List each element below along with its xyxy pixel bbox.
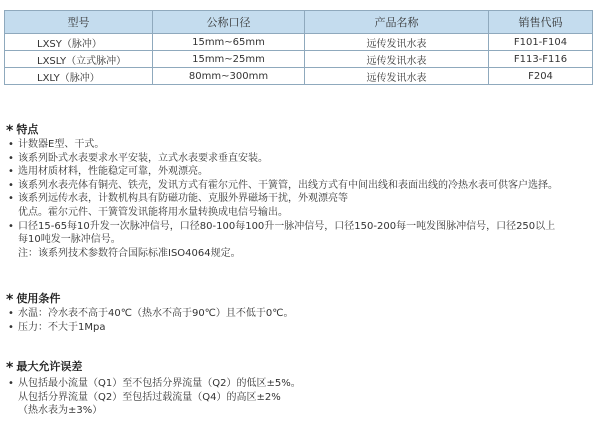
cell-model: LXLY（脉冲） xyxy=(5,68,153,85)
error-heading xyxy=(6,358,82,376)
table-row xyxy=(5,34,593,51)
list-item: • 该系列远传水表，计数机构具有防磁功能、克服外界磁场干扰，外观漂亮等 xyxy=(8,193,348,205)
bullet-icon: • xyxy=(8,308,14,319)
list-item: • 该系列卧式水表要求水平安装，立式水表要求垂直安装。 xyxy=(8,152,268,164)
bullet-icon: • xyxy=(8,321,14,333)
list-item: • 水温：冷水表不高于40℃（热水不高于90℃）且不低于0℃。 xyxy=(8,308,294,319)
bullet-icon: • xyxy=(8,139,14,150)
cell-model: LXSY（脉冲） xyxy=(5,34,153,51)
col-header-sales-code: 销售代码 xyxy=(489,11,593,34)
conditions-title: 使用条件 xyxy=(16,292,61,305)
error-title: 最大允许误差 xyxy=(16,360,83,373)
asterisk-icon: * xyxy=(6,360,14,376)
error-list xyxy=(8,377,598,418)
cell-model: LXSLY（立式脉冲） xyxy=(5,51,153,68)
cell-product-name: 远传发讯水表 xyxy=(305,68,489,85)
features-heading xyxy=(6,121,38,139)
col-header-model: 型号 xyxy=(5,11,153,34)
asterisk-icon: * xyxy=(6,123,14,139)
list-item: • 口径15-65每10升发一次脉冲信号，口径80-100每100升一脉冲信号，口径150-200每一吨发图脉冲信号，口径250以上 xyxy=(8,220,556,232)
features-title: 特点 xyxy=(16,123,39,136)
table-header-row xyxy=(5,11,593,34)
conditions-list xyxy=(8,307,598,334)
list-item: • 选用材质材料，性能稳定可靠，外观漂亮。 xyxy=(8,166,208,178)
spec-table xyxy=(4,10,593,85)
bullet-icon: • xyxy=(8,166,14,178)
bullet-icon: • xyxy=(8,152,14,164)
col-header-diameter: 公称口径 xyxy=(153,11,305,34)
conditions-heading xyxy=(6,290,60,308)
list-item-continuation: 每10吨发一脉冲信号。 xyxy=(18,234,121,246)
list-item: • 该系列水表壳体有铜壳、铁壳，发讯方式有霍尔元件、干簧管，出线方式有中间出线和表面出线的冷热水表可供客户选择。 xyxy=(8,179,558,191)
bullet-icon: • xyxy=(8,193,14,205)
cell-diameter: 15mm~25mm xyxy=(153,51,305,68)
table-row xyxy=(5,51,593,68)
cell-sales-code: F101-F104 xyxy=(489,34,593,51)
cell-product-name: 远传发讯水表 xyxy=(305,34,489,51)
bullet-icon: • xyxy=(8,179,14,191)
features-list xyxy=(8,138,598,260)
note-text: 注：该系列技术参数符合国际标准ISO4064规定。 xyxy=(18,247,241,259)
bullet-icon: • xyxy=(8,220,14,232)
col-header-product-name: 产品名称 xyxy=(305,11,489,34)
list-item-continuation: 优点。霍尔元件、干簧管发讯能将用水量转换成电信号输出。 xyxy=(18,206,288,218)
cell-diameter: 15mm~65mm xyxy=(153,34,305,51)
list-item-continuation: 从包括分界流量（Q2）至包括过载流量（Q4）的高区±2% xyxy=(18,391,281,403)
asterisk-icon: * xyxy=(6,292,14,308)
cell-diameter: 80mm~300mm xyxy=(153,68,305,85)
list-item-continuation: （热水表为±3%） xyxy=(18,405,103,417)
list-item: • 压力：不大于1Mpa xyxy=(8,321,106,333)
cell-sales-code: F204 xyxy=(489,68,593,85)
bullet-icon: • xyxy=(8,378,14,389)
table-row xyxy=(5,68,593,85)
list-item: • 从包括最小流量（Q1）至不包括分界流量（Q2）的低区±5%。 xyxy=(8,378,301,389)
cell-sales-code: F113-F116 xyxy=(489,51,593,68)
cell-product-name: 远传发讯水表 xyxy=(305,51,489,68)
list-item: • 计数器E型、干式。 xyxy=(8,139,105,150)
